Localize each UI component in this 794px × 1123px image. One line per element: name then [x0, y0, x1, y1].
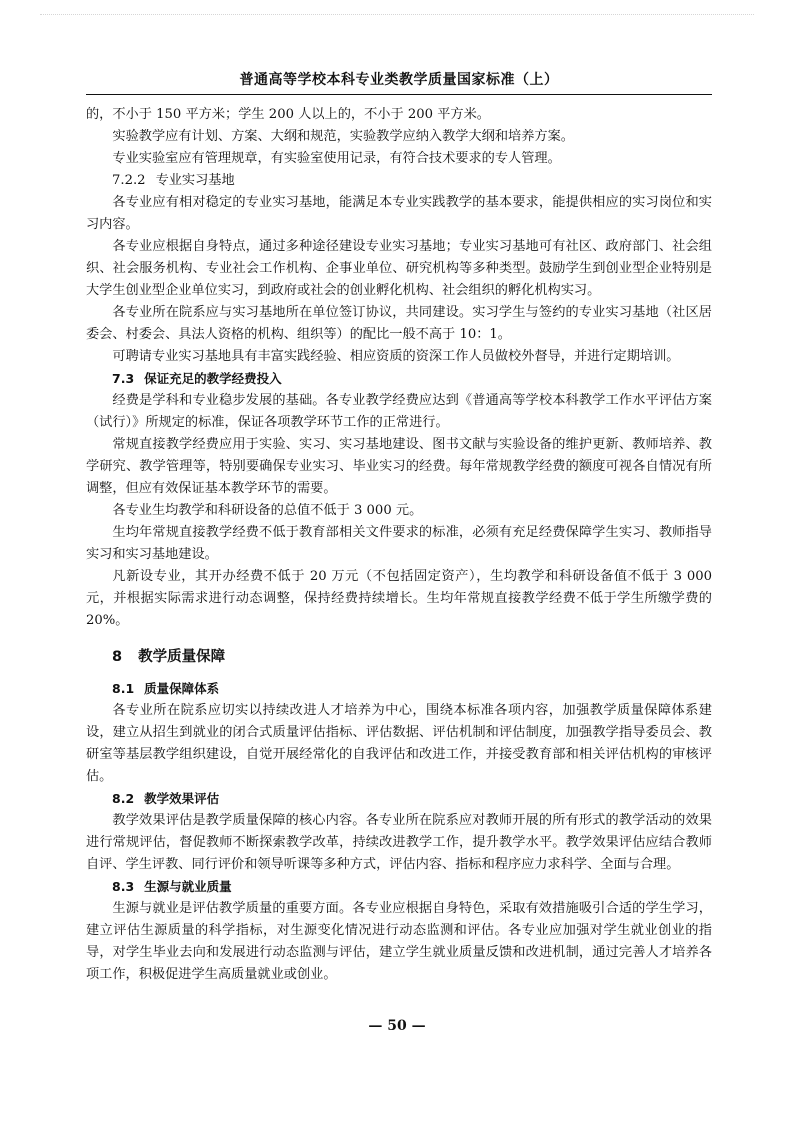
section-title: 教学效果评估 [144, 791, 220, 806]
section-heading-7-2-2 [86, 170, 712, 192]
section-number: 8.3 [112, 879, 135, 894]
paragraph: 常规直接教学经费应用于实验、实习、实习基地建设、图书文献与实验设备的维护更新、教师培养、教学研究、教学管理等，特别要确保专业实习、毕业实习的经费。每年常规教学经费的额度可视各自情况有所调整，但应有效保证基本教学环节的需要。 [86, 437, 712, 496]
page-number: — 50 — [368, 1018, 426, 1034]
paragraph: 教学效果评估是教学质量保障的核心内容。各专业所在院系应对教师开展的所有形式的教学活动的效果进行常规评估，督促教师不断探索教学改革，持续改进教学工作，提升教学水平。教学效果评估应结合教师自评、学生评教、同行评价和领导听课等多种方式，评估内容、指标和程序应力求科学、全面与合理。 [86, 813, 712, 872]
paragraph: 可聘请专业实习基地具有丰富实践经验、相应资质的资深工作人员做校外督导，并进行定期培训。 [112, 349, 680, 364]
chapter-number: 8 [112, 649, 123, 665]
section-number: 7.2.2 [112, 173, 146, 188]
section-title: 质量保障体系 [144, 681, 220, 696]
section-title: 专业实习基地 [155, 173, 235, 188]
paragraph: 生均年常规直接教学经费不低于教育部相关文件要求的标准，必须有充足经费保障学生实习、教师指导实习和实习基地建设。 [86, 525, 712, 562]
paragraph: 各专业生均教学和科研设备的总值不低于 3 000 元。 [112, 503, 423, 518]
section-heading-7-3 [86, 368, 712, 390]
paragraph: 凡新设专业，其开办经费不低于 20 万元（不包括固定资产），生均教学和科研设备值不低于 3 000 元，并根据实际需求进行动态调整，保持经费持续增长。生均年常规直接教学经费不低于学生所缴学费的 20%。 [86, 569, 712, 628]
paragraph: 专业实验室应有管理规章，有实验室使用记录，有符合技术要求的专人管理。 [112, 151, 561, 166]
section-heading-8-2 [86, 788, 712, 810]
section-title: 保证充足的教学经费投入 [144, 371, 282, 386]
section-number: 8.2 [112, 791, 135, 806]
section-heading-8-1 [86, 678, 712, 700]
section-heading-8-3 [86, 876, 712, 898]
paragraph: 生源与就业是评估教学质量的重要方面。各专业应根据自身特色，采取有效措施吸引合适的学生学习，建立评估生源质量的科学指标，对生源变化情况进行动态监测和评估。各专业应加强对学生就业创业的指导，对学生毕业去向和发展进行动态监测与评估，建立学生就业质量反馈和改进机制，通过完善人才培养各项工作，积极促进学生高质量就业或创业。 [86, 901, 712, 982]
chapter-title: 教学质量保障 [138, 649, 226, 665]
page-body [86, 104, 712, 986]
scan-artifact [40, 14, 754, 19]
section-number: 8.1 [112, 681, 135, 696]
paragraph: 实验教学应有计划、方案、大纲和规范，实验教学应纳入教学大纲和培养方案。 [112, 129, 574, 144]
paragraph: 经费是学科和专业稳步发展的基础。各专业教学经费应达到《普通高等学校本科教学工作水平评估方案（试行）》所规定的标准，保证各项教学环节工作的正常进行。 [86, 393, 712, 430]
section-title: 生源与就业质量 [144, 879, 232, 894]
header-rule [86, 94, 712, 95]
paragraph: 的，不小于 150 平方米；学生 200 人以上的，不小于 200 平方米。 [86, 107, 490, 122]
chapter-heading-8 [86, 646, 712, 668]
paragraph: 各专业应有相对稳定的专业实习基地，能满足本专业实践教学的基本要求，能提供相应的实习岗位和实习内容。 [86, 195, 712, 232]
running-header: 普通高等学校本科专业类教学质量国家标准（上） [239, 72, 559, 88]
paragraph: 各专业应根据自身特点，通过多种途径建设专业实习基地；专业实习基地可有社区、政府部门、社会组织、社会服务机构、专业社会工作机构、企事业单位、研究机构等多种类型。鼓励学生到创业型企业特别是大学生创业型企业单位实习，到政府或社会的创业孵化机构、社会组织的孵化机构实习。 [86, 239, 712, 298]
paragraph: 各专业所在院系应切实以持续改进人才培养为中心，围绕本标准各项内容，加强教学质量保障体系建设，建立从招生到就业的闭合式质量评估指标、评估数据、评估机制和评估制度，加强教学指导委员会、教研室等基层教学组织建设，自觉开展经常化的自我评估和改进工作，并接受教育部和相关评估机构的审核评估。 [86, 703, 712, 784]
section-number: 7.3 [112, 371, 135, 386]
paragraph: 各专业所在院系应与实习基地所在单位签订协议，共同建设。实习学生与签约的专业实习基地（社区居委会、村委会、具法人资格的机构、组织等）的配比一般不高于 10：1。 [86, 305, 712, 342]
